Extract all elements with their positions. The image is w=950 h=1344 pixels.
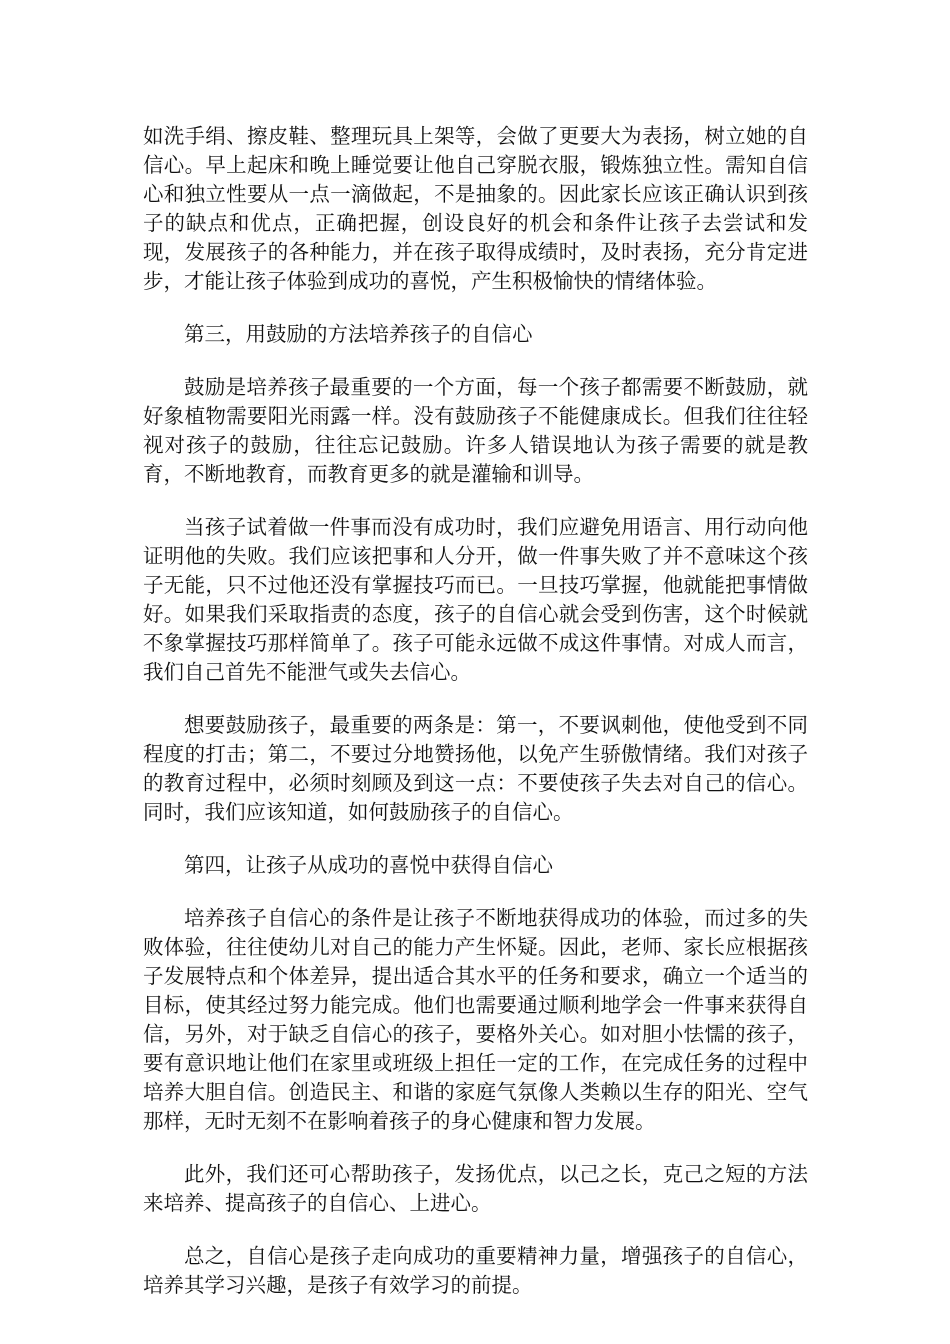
paragraph-3: 当孩子试着做一件事而没有成功时，我们应避免用语言、用行动向他证明他的失败。我们应该把事和人分开，做一件事失败了并不意味这个孩子无能，只不过他还没有掌握技巧而已。一旦技巧掌握，他就能把事情做好。如果我们采取指责的态度，孩子的自信心就会受到伤害，这个时候就不象掌握技巧那样简单了。孩子可能永远做不成这件事情。对成人而言，我们自己首先不能泄气或失去信心。	[143, 515, 808, 684]
paragraph-5: 培养孩子自信心的条件是让孩子不断地获得成功的体验，而过多的失败体验，往往使幼儿对自己的能力产生怀疑。因此，老师、家长应根据孩子发展特点和个体差异，提出适合其水平的任务和要求，确立一个适当的目标，使其经过努力能完成。他们也需要通过顺利地学会一件事来获得自信，另外，对于缺乏自信心的孩子，要格外关心。如对胆小怯懦的孩子，要有意识地让他们在家里或班级上担任一定的工作，在完成任务的过程中培养大胆自信。创造民主、和谐的家庭气氛像人类赖以生存的阳光、空气那样，无时无刻不在影响着孩子的身心健康和智力发展。	[143, 906, 808, 1133]
paragraph-7: 总之，自信心是孩子走向成功的重要精神力量，增强孩子的自信心，培养其学习兴趣，是孩子有效学习的前提。	[143, 1244, 808, 1297]
paragraph-6: 此外，我们还可心帮助孩子，发扬优点，以己之长，克己之短的方法来培养、提高孩子的自信心、上进心。	[143, 1162, 808, 1215]
paragraph-2: 鼓励是培养孩子最重要的一个方面，每一个孩子都需要不断鼓励，就好象植物需要阳光雨露一样。没有鼓励孩子不能健康成长。但我们往往轻视对孩子的鼓励，往往忘记鼓励。许多人错误地认为孩子需要的就是教育，不断地教育，而教育更多的就是灌输和训导。	[143, 375, 808, 486]
section-heading-3: 第三，用鼓励的方法培养孩子的自信心	[184, 322, 533, 346]
section-heading-4: 第四，让孩子从成功的喜悦中获得自信心	[184, 853, 553, 877]
paragraph-1: 如洗手绢、擦皮鞋、整理玩具上架等，会做了更要大为表扬，树立她的自信心。早上起床和晚上睡觉要让他自己穿脱衣服，锻炼独立性。需知自信心和独立性要从一点一滴做起，不是抽象的。因此家长应该正确认识到孩子的缺点和优点，正确把握，创设良好的机会和条件让孩子去尝试和发现，发展孩子的各种能力，并在孩子取得成绩时，及时表扬，充分肯定进步，才能让孩子体验到成功的喜悦，产生积极愉快的情绪体验。	[143, 124, 808, 293]
paragraph-4: 想要鼓励孩子，最重要的两条是：第一，不要讽刺他，使他受到不同程度的打击；第二，不要过分地赞扬他，以免产生骄傲情绪。我们对孩子的教育过程中，必须时刻顾及到这一点：不要使孩子失去对自己的信心。同时，我们应该知道，如何鼓励孩子的自信心。	[143, 713, 808, 824]
document-page	[143, 122, 808, 1324]
